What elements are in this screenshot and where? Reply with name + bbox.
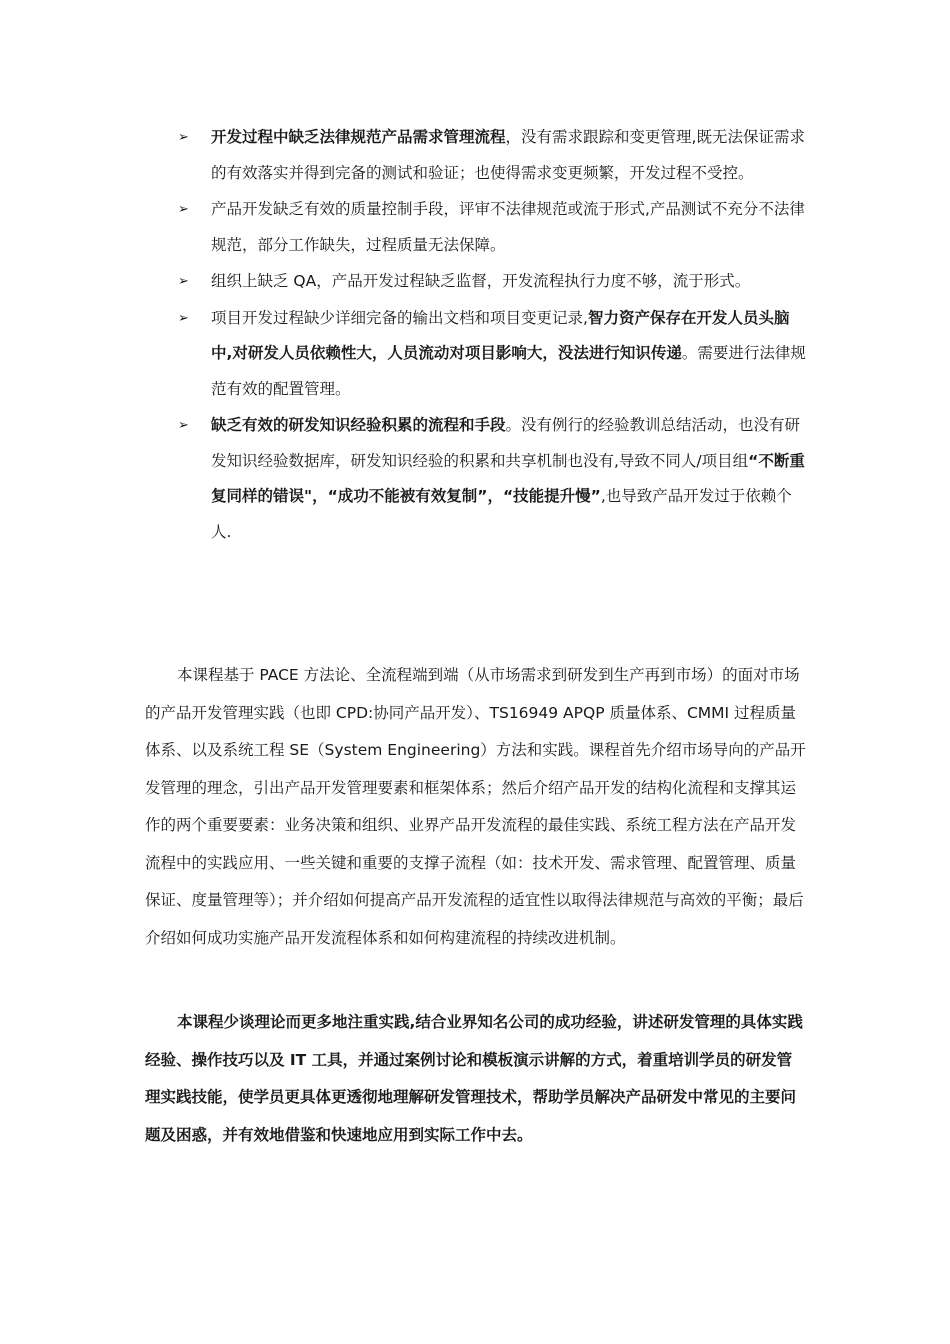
- course-intro-paragraph: 本课程基于 PACE 方法论、全流程端到端（从市场需求到研发到生产再到市场）的面对市场的产品开发管理实践（也即 CPD:协同产品开发）、TS16949 APQP 质量体系、CMMI 过程质量体系、以及系统工程 SE（System Engineering）方法和实践。课程首先介绍市场导向的产品开发管理的理念，引出产品开发管理要素和框架体系；然后介绍产品开发的结构化流程和支撑其运作的两个重要要素：业务决策和组织、业界产品开发流程的最佳实践、系统工程方法在产品开发流程中的实践应用、一些关键和重要的支撑子流程（如：技术开发、需求管理、配置管理、质量保证、度量管理等）；并介绍如何提高产品开发流程的适宜性以取得法律规范与高效的平衡；最后介绍如何成功实施产品开发流程体系和如何构建流程的持续改进机制。: [145, 666, 806, 947]
- bullet-bold-text: 智力资产保存在开发人员头脑中,对研发人员依赖性大，人员流动对项目影响大，没法进行知识传递: [211, 308, 790, 362]
- arrow-bullet-icon: ➢: [178, 418, 189, 433]
- list-item: [176, 408, 806, 550]
- bullet-bold-text: 开发过程中缺乏法律规范产品需求管理流程: [211, 128, 506, 146]
- arrow-bullet-icon: ➢: [178, 202, 189, 217]
- arrow-bullet-icon: ➢: [178, 274, 189, 289]
- bullet-quote-text: “不断重复同样的错误"，“成功不能被有效复制”，“技能提升慢”: [211, 451, 805, 505]
- list-item: [176, 264, 806, 300]
- list-item: [176, 301, 806, 408]
- bullet-text: 产品开发缺乏有效的质量控制手段，评审不法律规范或流于形式,产品测试不充分不法律规范，部分工作缺失，过程质量无法保障。: [211, 200, 805, 254]
- bullet-bold-text: 缺乏有效的研发知识经验积累的流程和手段: [211, 416, 506, 434]
- bullet-tail-text: ,也导致产品开发过于依赖个人.: [211, 487, 792, 541]
- list-item: [176, 192, 806, 263]
- bullet-text: 组织上缺乏 QA，产品开发过程缺乏监督，开发流程执行力度不够，流于形式。: [211, 272, 751, 290]
- problem-list: [176, 120, 806, 551]
- bullet-text: 项目开发过程缺少详细完备的输出文档和项目变更记录,: [211, 308, 588, 327]
- list-item: [176, 120, 806, 191]
- arrow-bullet-icon: ➢: [178, 130, 189, 145]
- course-focus-paragraph: 本课程少谈理论而更多地注重实践,结合业界知名公司的成功经验，讲述研发管理的具体实践经验、操作技巧以及 IT 工具，并通过案例讨论和模板演示讲解的方式，着重培训学员的研发管理实践技能，使学员更具体更透彻地理解研发管理技术，帮助学员解决产品研发中常见的主要问题及困惑，并有效地借鉴和快速地应用到实际工作中去。: [145, 1013, 803, 1144]
- bullet-text: ，没有需求跟踪和变更管理,既无法保证需求的有效落实并得到完备的测试和验证；也使得需求变更频繁，开发过程不受控。: [211, 128, 805, 182]
- bullet-tail-text: 。需要进行法律规范有效的配置管理。: [211, 344, 806, 398]
- bullet-text: 。没有例行的经验教训总结活动，也没有研发知识经验数据库，研发知识经验的积累和共享机制也没有,导致不同人/项目组: [211, 416, 801, 470]
- arrow-bullet-icon: ➢: [178, 310, 189, 326]
